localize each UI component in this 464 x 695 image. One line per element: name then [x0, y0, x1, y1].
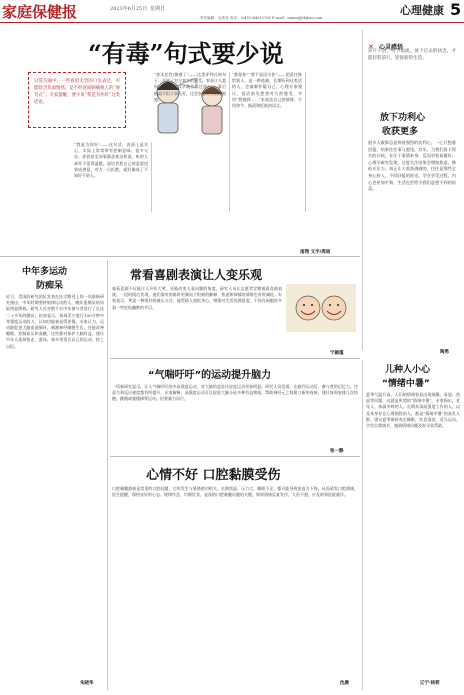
masthead	[0, 0, 464, 22]
mouth-title: 心情不好 口腔黏膜受伤	[146, 468, 281, 483]
lead-col-rule-2	[229, 72, 230, 212]
sidebar-tag	[368, 34, 458, 51]
worries-title-1: 儿种人小心	[385, 365, 431, 375]
sidebar-tag-label: 心灵感悟	[378, 44, 403, 51]
sidebar-byline: 陶勇	[440, 350, 449, 355]
gasp-title: “气喘吁吁”的运动提升脑力	[148, 370, 272, 381]
sidebar-title-2: 收获更多	[382, 127, 419, 137]
comedy-title: 常看喜剧表演让人变乐观	[130, 268, 263, 282]
comedy-illustration	[286, 284, 356, 332]
heart-icon: ✕	[368, 43, 374, 51]
laughing-faces-icon	[286, 284, 356, 332]
lead-col-rule-1	[151, 142, 152, 212]
mouth-byline: 沈晨	[340, 681, 349, 686]
contact-line: 责任编辑：毛美莹 电话：(0451)84612185 E-mail：mmm@jtbjbao.com	[200, 16, 323, 20]
sidebar-title-1: 放下功利心	[380, 113, 426, 123]
worries-title-2: “情绪中暑”	[382, 379, 430, 389]
lead-summary-box	[28, 72, 126, 128]
lead-headline: “有毒”句式要少说	[88, 39, 284, 68]
left-byline: 朱晓华	[80, 681, 94, 686]
mouth-body: 口腔黏膜溃疡是常见的口腔问题，它的发生与情绪密切相关。长期焦虑、压力大、睡眠不足，都可能导致免疫力下降，从而诱发口腔溃疡。医生提醒，保持良好的心态、规律作息、均衡饮食，是预防口腔黏膜问题的关键。如果溃疡反复发作、久治不愈，应及时到医院就诊。	[112, 486, 358, 498]
issue-date: 2023年6月25日	[110, 6, 148, 12]
worries-byline: 辽宁·杨莉	[420, 681, 440, 686]
lead-body-mid: “你太任性/敏感了”——这类评判式的句子，否定了对方真实的感受，容易让人委屈、压抑。“我早就告诉过你”——事后指责不但于事无补，还会加重对方的挫败感。	[154, 72, 226, 102]
masthead-rule	[0, 22, 464, 23]
paper-name: 家庭保健报	[2, 3, 78, 21]
worries-body: 夏季气温升高，人们的情绪容易出现烦躁、易怒、焦虑等问题，这就是所谓的“情绪中暑”。专家指出，老年人、体弱多病的人、长期从事高强度工作的人，以及本身存在心理困扰的人，都是“情绪中暑”的高发人群。建议夏季保持充足睡眠，饮食清淡，适当运动，学会自我调节，遇到情绪问题及时寻求帮助。	[366, 392, 460, 429]
comedy-body: 观看喜剧不仅能让人开怀大笑，还能改变人看问题的角度。研究人员让志愿者定期观看喜剧表演，一段时间后发现，他们面对困难时更倾向于积极的解释，焦虑和抑郁的情绪也有所减轻。专家表示，笑是一种很好的减压方式，能帮助人放松身心，增强对生活的满意度。不妨在闲暇时多看一些轻松幽默的节目。	[112, 286, 282, 310]
section-rule-2	[110, 358, 360, 359]
gasp-body: 一项新研究显示，让人气喘吁吁的中高强度运动，对大脑的益处比轻度运动更加明显。研究人员发现，在剧烈运动后，参与者的记忆力、注意力和反应速度都有所提升。专家解释，高强度运动可以促进大脑分泌多种有益物质，帮助神经元之间建立新的连接。建议每周安排几次快跑、跳绳或爬楼梯等运动，但要量力而行。	[112, 384, 358, 402]
lead-body-right: “都怪你”“要不是因为你”——把责任推给别人，是一种逃避。长期听到这类话的人，会渐渐怀疑自己。心理专家建议，说话前先想想对方的感受，多用“我感到……”来表达自己的情绪，少用命令、指责和贬低的语言。	[232, 72, 302, 109]
left-title-1: 中年多运动	[22, 267, 68, 277]
lead-summary: 日常沟通中，一些看似无害的口头表达，可能暗含负面情绪，是不经意间刺痛他人的“毒句式”。专家提醒，要少说“我是为你好”这类话语。	[34, 79, 120, 105]
lead-col-rule-3	[305, 72, 306, 212]
lead-body-left-col	[28, 142, 70, 212]
sidebar-body: 很多人做事总是带着强烈的功利心，一心只想着回报，结果往往事与愿违。其实，当我们放下得失的计较，专注于事情本身，反而更容易做好。心理学研究发现，过度关注结果会增加焦虑，降低专注力。真正让人收获满满的，往往是那些全身心投入、不问回报的时光。学会享受过程，内心会更加平和，生活也会给予我们意想不到的惊喜。	[368, 140, 456, 192]
section-rule-1	[0, 256, 360, 257]
section-title: 心理健康	[400, 4, 444, 17]
comedy-byline: 宁颖瑾	[330, 351, 344, 356]
sidebar-rule	[362, 30, 363, 350]
left-title-2: 防痴呆	[36, 281, 64, 291]
gasp-byline: 张一静	[330, 449, 344, 454]
section-rule-3	[110, 456, 360, 457]
left-col-rule	[107, 260, 108, 690]
right-col-rule	[362, 360, 363, 690]
lead-body-left: “我是为你好”——这句话，表面上是关心，实际上常常带有控制意味。很多父母、伴侣甚至同事都喜欢这样说，听的人却并不觉得温暖。说话者把自己的意愿包装成善意，对方一旦拒绝，就好像成了不知好歹的人。	[74, 142, 148, 179]
sidebar-quote: 岁月不居，时节如流。放下过去的执念，才能轻装前行，迎接新的生活。	[368, 49, 456, 62]
page-number: 5	[450, 0, 462, 19]
lead-byline: 南翔 文字/周雨	[300, 250, 331, 255]
left-body: 近日，美国的研究团队发表在医学期刊上的一项最新研究指出，中年时期坚持规律运动的人，晚年患痴呆的风险明显降低。研究人员对数千名中年参与者进行了长达二十多年的随访。结果显示，每周至少进行150分钟中等强度运动的人，认知功能衰退得更慢。专家认为，运动能促进大脑血液循环，刺激神经细胞生长，还能改善睡眠、控制血压和血糖，这些都对保护大脑有益。建议中年人选择快走、游泳、骑车等适合自己的运动，持之以恒。	[6, 294, 104, 349]
issue-weekday: 星期日	[150, 6, 166, 12]
